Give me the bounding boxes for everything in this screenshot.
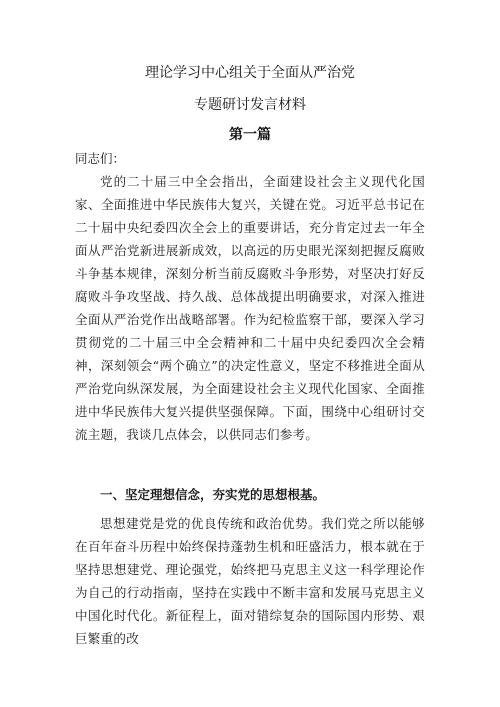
paragraph-section-1: 思想建党是党的优良传统和政治优势。我们党之所以能够在百年奋斗历程中始终保持蓬勃生机和旺盛活力，根本就在于坚持思想建党、理论强党，始终把马克思主义这一科学理论作为自己的行动指南，坚持在实践中不断丰富和发展马克思主义中国化时代化。新征程上，面对错综复杂的国际国内形势、艰巨繁重的改 bbox=[75, 516, 425, 646]
document-title-line1: 理论学习中心组关于全面从严治党 bbox=[145, 65, 355, 81]
greeting: 同志们： bbox=[75, 151, 126, 166]
document-title-line2: 专题研讨发言材料 bbox=[194, 97, 306, 113]
paragraph-intro: 党的二十届三中全会指出，全面建设社会主义现代化国家、全面推进中华民族伟大复兴，关键在党。习近平总书记在二十届中央纪委四次全会上的重要讲话，充分肯定过去一年全面从严治党新进展新成效，以高远的历史眼光深刻把握反腐败斗争基本规律，深刻分析当前反腐败斗争形势，对坚决打好反腐败斗争攻坚战、持久战、总体战提出明确要求，对深入推进全面从严治党作出战略部署。作为纪检监察干部，要深入学习贯彻党的二十届三中全会精神和二十届中央纪委四次全会精神，深刻领会“两个确立”的决定性意义，坚定不移推进全面从严治党向纵深发展，为全面建设社会主义现代化国家、全面推进中华民族伟大复兴提供坚强保障。下面，围绕中心组研讨交流主题，我谈几点体会，以供同志们参考。 bbox=[75, 174, 425, 442]
part-label: 第一篇 bbox=[229, 127, 271, 143]
section-heading-1: 一、坚定理想信念，夯实党的思想根基。 bbox=[100, 487, 326, 502]
